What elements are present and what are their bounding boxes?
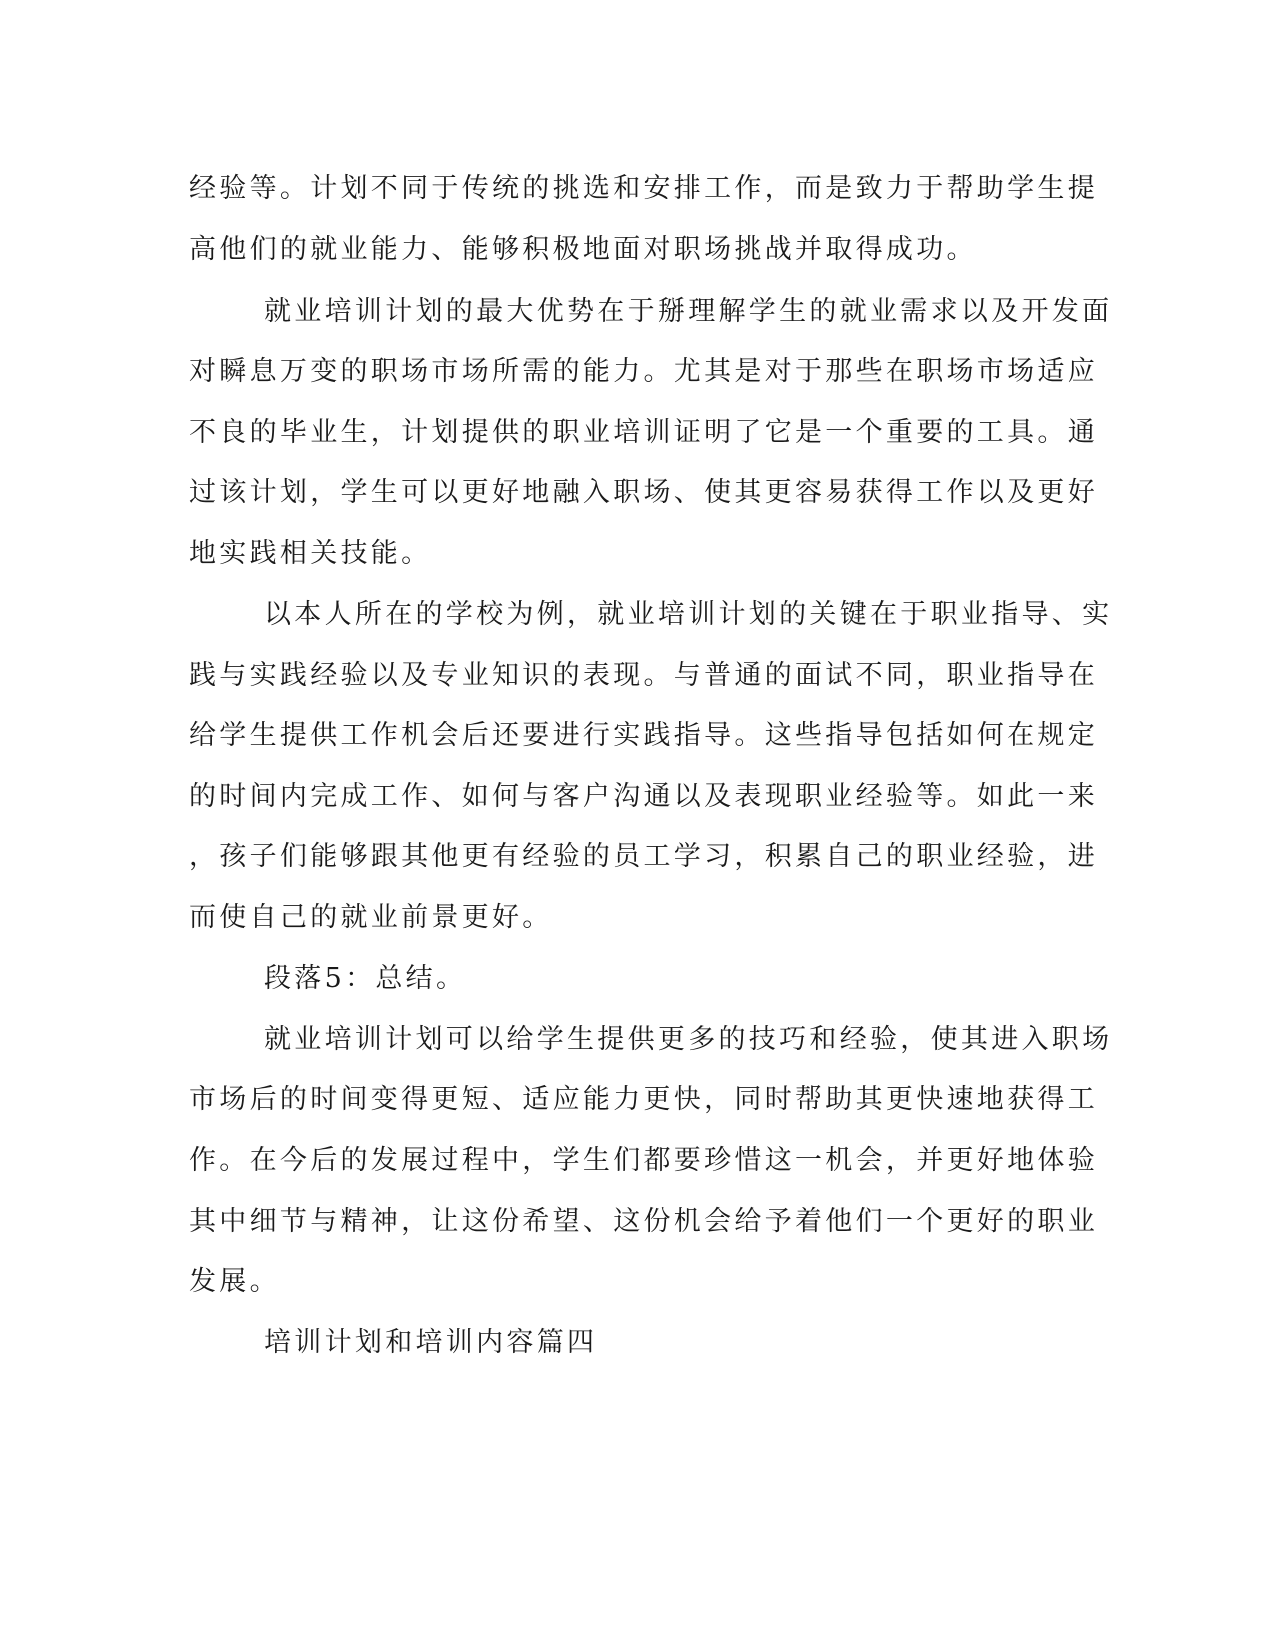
text-line: 对瞬息万变的职场市场所需的能力。尤其是对于那些在职场市场适应 [189,356,1098,387]
text-line: 的时间内完成工作、如何与客户沟通以及表现职业经验等。如此一来 [189,781,1098,812]
text-line: 发展。 [189,1266,280,1297]
paragraph-first-line: 就业培训计划的最大优势在于掰理解学生的就业需求以及开发面 [264,296,1113,327]
section-heading: 段落5：总结。 [264,963,467,994]
paragraph-first-line: 就业培训计划可以给学生提供更多的技巧和经验，使其进入职场 [264,1024,1113,1055]
text-line: 践与实践经验以及专业知识的表现。与普通的面试不同，职业指导在 [189,660,1098,691]
text-line: 而使自己的就业前景更好。 [189,902,553,933]
text-line: 市场后的时间变得更短、适应能力更快，同时帮助其更快速地获得工 [189,1084,1098,1115]
text-line: 不良的毕业生，计划提供的职业培训证明了它是一个重要的工具。通 [189,417,1098,448]
text-line: 地实践相关技能。 [189,538,432,569]
text-line: 给学生提供工作机会后还要进行实践指导。这些指导包括如何在规定 [189,720,1098,751]
text-line: 其中细节与精神，让这份希望、这份机会给予着他们一个更好的职业 [189,1206,1098,1237]
text-line: 过该计划，学生可以更好地融入职场、使其更容易获得工作以及更好 [189,477,1098,508]
paragraph-first-line: 以本人所在的学校为例，就业培训计划的关键在于职业指导、实 [264,599,1113,630]
chapter-title: 培训计划和培训内容篇四 [264,1327,598,1358]
text-line: 经验等。计划不同于传统的挑选和安排工作，而是致力于帮助学生提 [189,173,1098,204]
text-line: 作。在今后的发展过程中，学生们都要珍惜这一机会，并更好地体验 [189,1145,1098,1176]
text-line: 高他们的就业能力、能够积极地面对职场挑战并取得成功。 [189,234,977,265]
text-line: ，孩子们能够跟其他更有经验的员工学习，积累自己的职业经验，进 [189,841,1098,872]
